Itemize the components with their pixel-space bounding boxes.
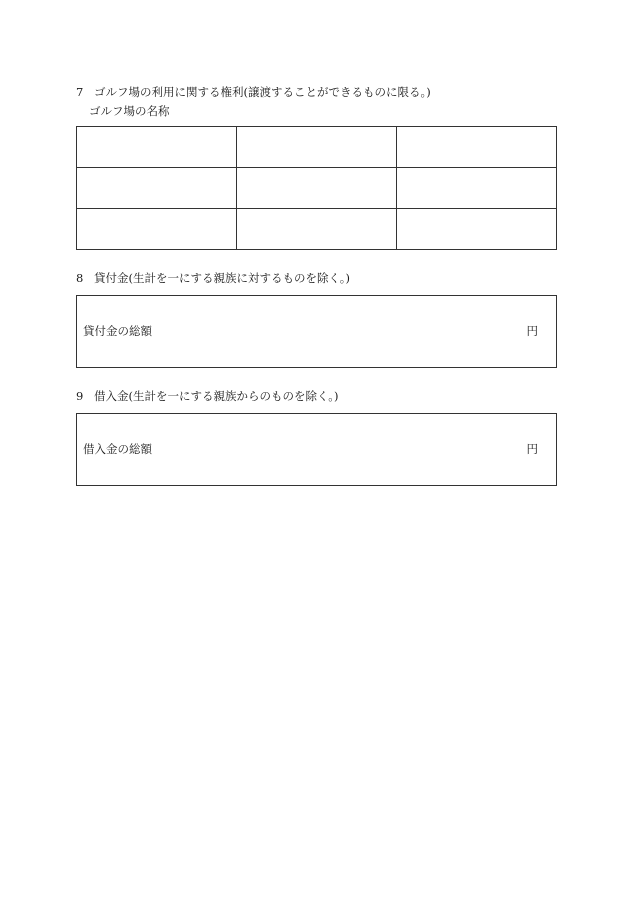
table-cell[interactable] bbox=[237, 168, 397, 209]
section-8-title: 貸付金(生計を一にする親族に対するものを除く。) bbox=[94, 271, 350, 285]
section-8-number: 8 bbox=[76, 271, 84, 285]
loan-total-box[interactable] bbox=[76, 295, 557, 368]
borrowing-total-box[interactable] bbox=[76, 413, 557, 486]
borrowing-total-label: 借入金の総額 bbox=[83, 442, 152, 456]
table-cell[interactable] bbox=[237, 127, 397, 168]
section-9-heading bbox=[76, 388, 339, 404]
table-cell[interactable] bbox=[397, 168, 557, 209]
table-row bbox=[77, 168, 557, 209]
table-row bbox=[77, 209, 557, 250]
table-cell[interactable] bbox=[237, 209, 397, 250]
table-row bbox=[77, 127, 557, 168]
golf-course-name-table bbox=[76, 126, 557, 250]
table-cell[interactable] bbox=[77, 168, 237, 209]
yen-unit: 円 bbox=[526, 324, 538, 338]
section-7-heading bbox=[76, 84, 431, 100]
table-cell[interactable] bbox=[77, 209, 237, 250]
section-9-number: 9 bbox=[76, 389, 84, 403]
section-7-number: 7 bbox=[76, 85, 84, 99]
section-9-title: 借入金(生計を一にする親族からのものを除く。) bbox=[94, 389, 339, 403]
loan-total-label: 貸付金の総額 bbox=[83, 324, 152, 338]
golf-course-name-label: ゴルフ場の名称 bbox=[89, 104, 170, 118]
table-cell[interactable] bbox=[397, 127, 557, 168]
table-cell[interactable] bbox=[77, 127, 237, 168]
yen-unit: 円 bbox=[526, 442, 538, 456]
section-7-title: ゴルフ場の利用に関する権利(譲渡することができるものに限る。) bbox=[94, 85, 431, 99]
section-8-heading bbox=[76, 270, 350, 286]
table-cell[interactable] bbox=[397, 209, 557, 250]
